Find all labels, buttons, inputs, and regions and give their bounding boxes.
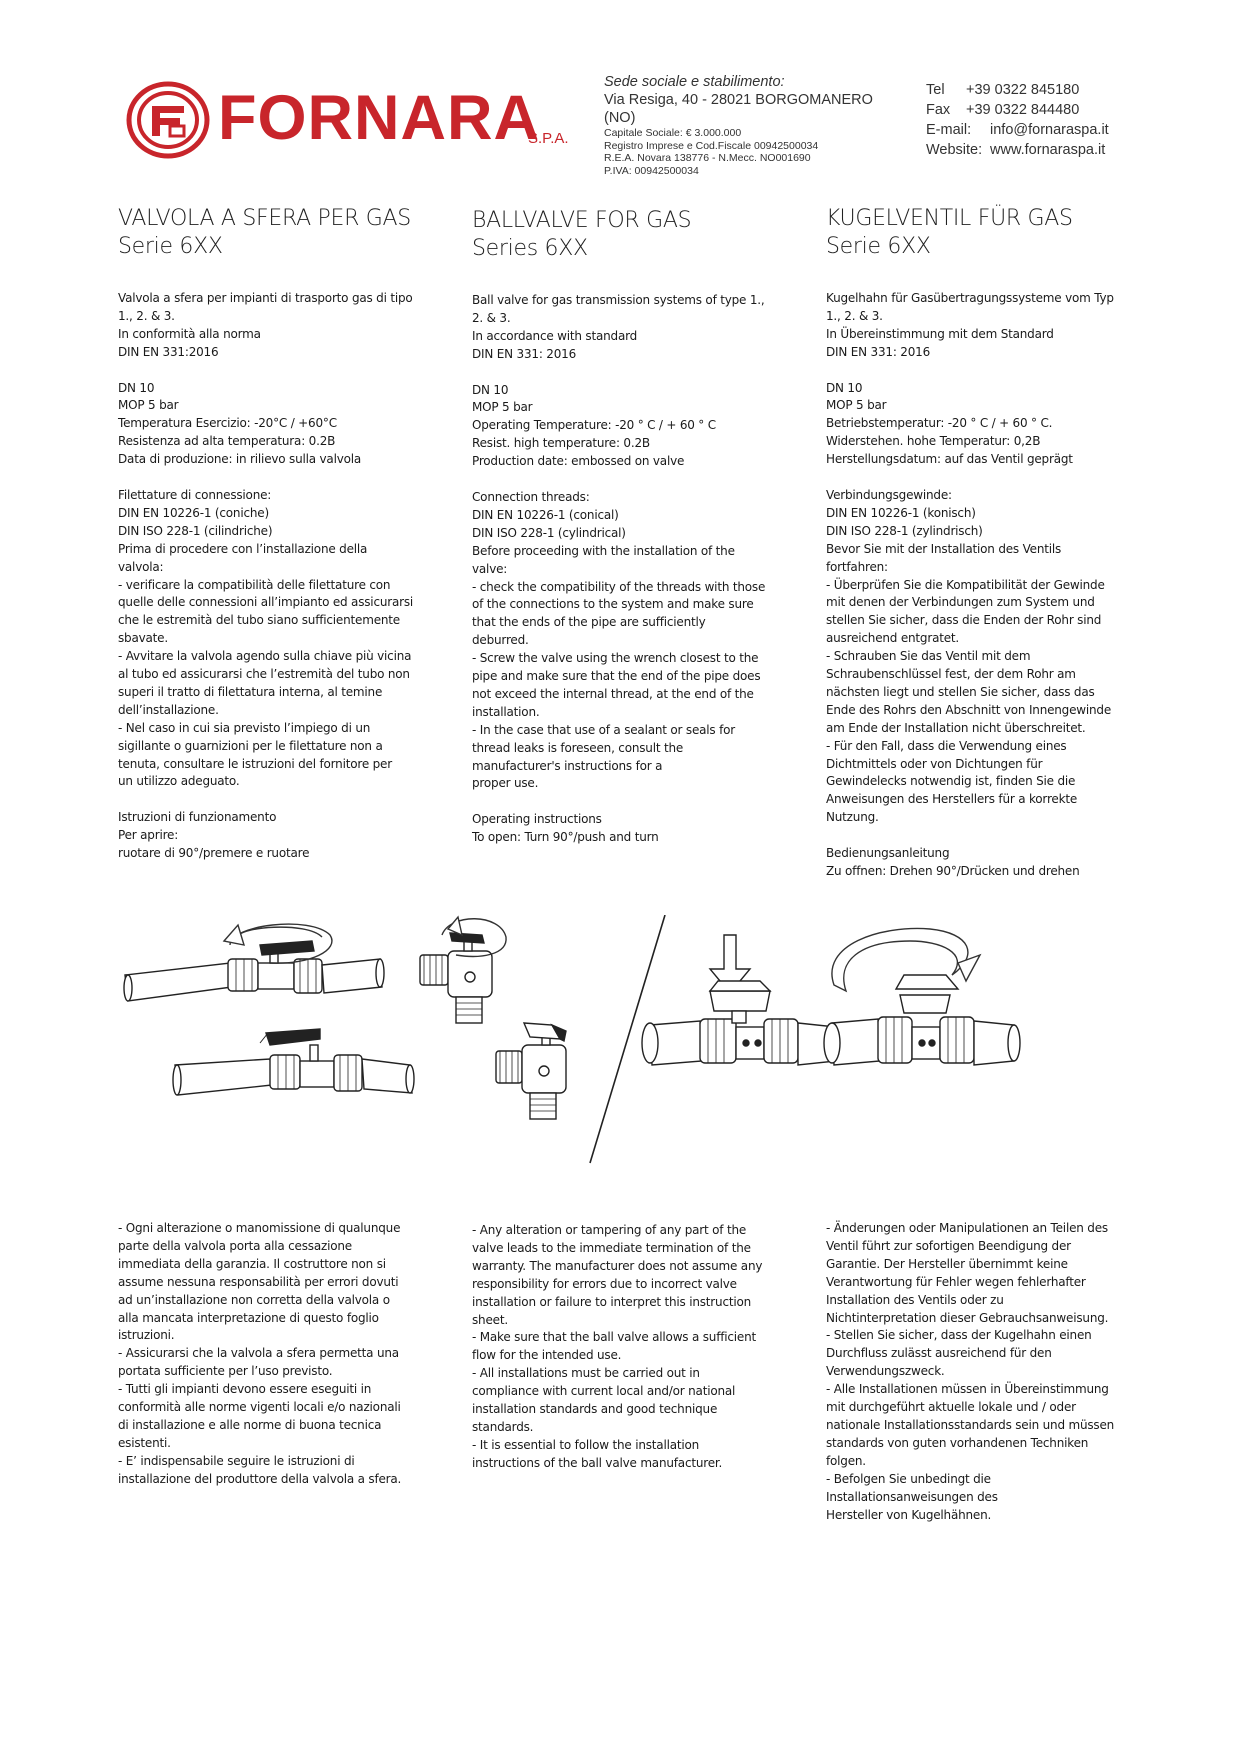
tel-label: Tel xyxy=(926,82,945,98)
tel-value: +39 0322 845180 xyxy=(966,82,1080,98)
address-heading: Sede sociale e stabilimento: xyxy=(604,74,785,90)
title-en-line1: BALLVALVE FOR GAS xyxy=(472,208,692,233)
valve-straight-2 xyxy=(173,1029,414,1095)
fax-label: Fax xyxy=(926,102,951,118)
valve-straight-1 xyxy=(124,941,384,1001)
address-piva: P.IVA: 00942500034 xyxy=(604,164,699,177)
address-street: Via Resiga, 40 - 28021 BORGOMANERO (NO) xyxy=(604,92,873,126)
fornara-logo-icon xyxy=(126,80,212,160)
valve-installation-illustration xyxy=(120,915,1120,1175)
warranty-de: - Änderungen oder Manipulationen an Teilen des Ventil führt zur sofortigen Beendigung der Garantie. Der Hersteller übernimmt keine Verantwortung für Fehler wegen fehlerhafter Installation des Ventils oder zu Nichtinterpretation dieser Gebrauchsanweisung. - Stellen Sie sicher, dass der Kugelhahn einen Durchfluss zulässt ausreichend für den Verwendungszweck. - Alle Installationen müssen in Übereinstimmung mit durchgeführt aktuelle lokale und / oder nationale Installationsstandards sein und müssen standards von guten vorhandenen Techniken folgen. - Befolgen Sie unbedingt die Installationsanweisungen des Hersteller von Kugelhähnen. xyxy=(826,1221,1115,1522)
email-link[interactable]: info@fornaraspa.it xyxy=(990,122,1109,138)
address-rea: R.E.A. Novara 138776 - N.Mecc. NO001690 xyxy=(604,152,811,164)
address-registry: Registro Imprese e Cod.Fiscale 00942500034 xyxy=(604,139,819,152)
address-capital: Capitale Sociale: € 3.000.000 xyxy=(604,127,742,139)
title-it-line2: Serie 6XX xyxy=(118,234,223,259)
column-italian xyxy=(118,205,448,261)
fax-value: +39 0322 844480 xyxy=(966,102,1080,118)
warranty-it: - Ogni alterazione o manomissione di qualunque parte della valvola porta alla cessazione immediata della garanzia. Il costruttore non si assume nessuna responsabilità per errori dovuti ad un’installazione non corretta della valvola o alla mancata interpretazione di questo foglio istruzioni. - Assicurarsi che la valvola a sfera permetta una portata sufficiente per l’uso previsto. - Tutti gli impianti devono essere eseguiti in conformità alle norme vigenti locali e/o nazionali di installazione e alle norme di buona tecnica esistenti. - E’ indispensabile seguire le istruzioni di installazione del produttore della valvola a sfera. xyxy=(118,1221,402,1486)
body-it: Valvola a sfera per impianti di trasporto gas di tipo 1., 2. & 3. In conformità alla norma DIN EN 331:2016 DN 10 MOP 5 bar Temperatura Esercizio: -20°C / +60°C Resistenza ad alta temperatura: 0.2B Data di produzione: in rilievo sulla valvola Filettature di connessione: DIN EN 10226-1 (coniche) DIN ISO 228-1 (cilindriche) Prima di procedere con l’installazione della valvola: - verificare la compatibilità delle filettature con quelle delle connessioni all’impianto ed assicurarsi che le estremità del tubo siano sufficientemente sbavate. - Avvitare la valvola agendo sulla chiave più vicina al tubo ed assicurarsi che l’estremità del tubo non superi il tratto di filettatura interna, al temine dell’installazione. - Nel caso in cui sia previsto l’impiego di un sigillante o guarnizioni per le filettature non a tenuta, consultare le istruzioni del fornitore per un utilizzo adeguato. Istruzioni di funzionamento Per aprire: ruotare di 90°/premere e ruotare xyxy=(118,291,414,861)
website-label: Website: xyxy=(926,142,983,158)
title-it-line1: VALVOLA A SFERA PER GAS xyxy=(118,206,411,231)
column-german xyxy=(826,205,1156,261)
email-label: E-mail: xyxy=(926,122,972,138)
brand-suffix: S.P.A. xyxy=(528,130,569,147)
title-en-line2: Series 6XX xyxy=(472,236,588,261)
column-english xyxy=(472,207,802,263)
company-contacts xyxy=(926,80,1226,160)
company-address xyxy=(604,74,904,177)
valve-angle-1 xyxy=(420,933,492,1023)
body-de: Kugelhahn für Gasübertragungssysteme vom Typ 1., 2. & 3. In Übereinstimmung mit dem Standard DIN EN 331: 2016 DN 10 MOP 5 bar Betriebstemperatur: -20 ° C / + 60 ° C. Widerstehen. hohe Temperatur: 0,2B Herstellungsdatum: auf das Ventil geprägt Verbindungsgewinde: DIN EN 10226-1 (konisch) DIN ISO 228-1 (zylindrisch) Bevor Sie mit der Installation des Ventils fortfahren: - Überprüfen Sie die Kompatibilität der Gewinde mit denen der Verbindungen zum System und stellen Sie sicher, dass die Enden der Rohr sind ausreichend entgratet. - Schrauben Sie das Ventil mit dem Schraubenschlüssel fest, der dem Rohr am nächsten liegt und stellen Sie sicher, dass das Ende des Rohrs den Abschnitt von Innengewinde am Ende der Installation nicht überschreitet. - Für den Fall, dass die Verwendung eines Dichtmittels oder von Dichtungen für Gewindelecks notwendig ist, finden Sie die Anweisungen des Herstellers für a korrekte Nutzung. Bedienungsanleitung Zu offnen: Drehen 90°/Drücken und drehen xyxy=(826,291,1114,878)
title-de-line2: Serie 6XX xyxy=(826,234,931,259)
warranty-en: - Any alteration or tampering of any part of the valve leads to the immediate termination of the warranty. The manufacturer does not assume any responsibility for errors due to incorrect valve installation or failure to interpret this instruction sheet. - Make sure that the ball valve allows a sufficient flow for the intended use. - All installations must be carried out in compliance with current local and/or national installation standards and good technique standards. - It is essential to follow the installation instructions of the ball valve manufacturer. xyxy=(472,1223,763,1470)
title-de-line1: KUGELVENTIL FÜR GAS xyxy=(826,206,1073,231)
body-en: Ball valve for gas transmission systems of type 1., 2. & 3. In accordance with standard DIN EN 331: 2016 DN 10 MOP 5 bar Operating Temperature: -20 ° C / + 60 ° C Resist. high temperature: 0.2B Production date: embossed on valve Connection threads: DIN EN 10226-1 (conical) DIN ISO 228-1 (cylindrical) Before proceeding with the installation of the valve: - check the compatibility of the threads with those of the connections to the system and make sure that the ends of the pipe are sufficiently deburred. - Screw the valve using the wrench closest to the pipe and make sure that the end of the pipe does not exceed the internal thread, at the end of the installation. - In the case that use of a sealant or seals for thread leaks is foreseen, consult the manufacturer's instructions for a proper use. Operating instructions To open: Turn 90°/push and turn xyxy=(472,293,766,845)
website-link[interactable]: www.fornaraspa.it xyxy=(990,142,1106,158)
brand-name: FORNARA xyxy=(218,83,540,153)
valve-angle-2 xyxy=(496,1023,566,1119)
fornara-logo xyxy=(126,80,596,160)
valve-rotate xyxy=(824,975,1020,1065)
valve-push xyxy=(642,981,842,1065)
